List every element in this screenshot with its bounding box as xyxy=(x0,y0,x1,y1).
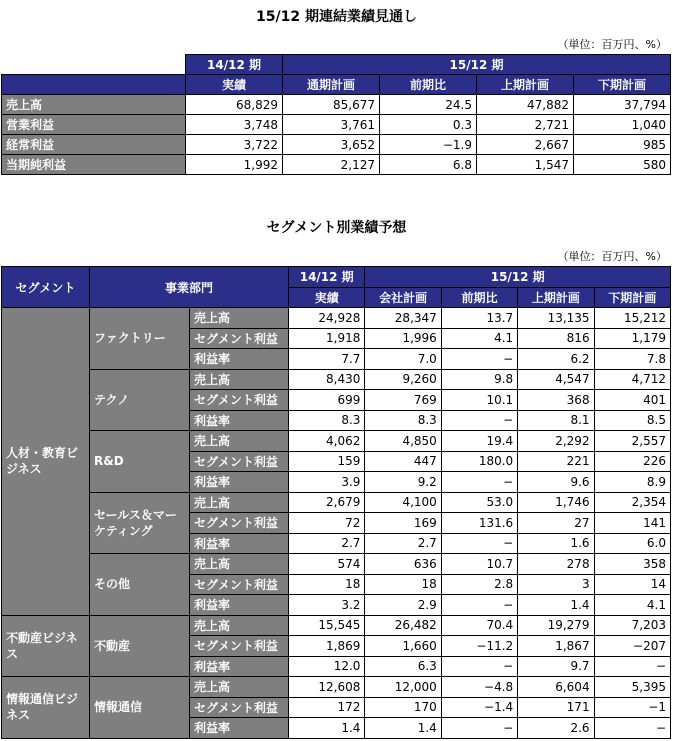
value-cell: 1,996 xyxy=(365,328,441,349)
value-cell: 368 xyxy=(518,390,594,411)
metric-label: 売上高 xyxy=(190,492,289,513)
value-cell: 9.2 xyxy=(365,472,441,493)
value-cell: −4.8 xyxy=(441,677,517,698)
value-cell: 1.4 xyxy=(289,718,365,739)
value-cell: 2,127 xyxy=(283,155,380,175)
value-cell: 4.1 xyxy=(594,595,670,616)
value-cell: 159 xyxy=(289,451,365,472)
value-cell: − xyxy=(594,718,670,739)
metric-label: 売上高 xyxy=(190,369,289,390)
value-cell: 180.0 xyxy=(441,451,517,472)
value-cell: 636 xyxy=(365,554,441,575)
value-cell: 5,395 xyxy=(594,677,670,698)
metric-label: 利益率 xyxy=(190,595,289,616)
table-row xyxy=(2,554,671,575)
value-cell: 816 xyxy=(518,328,594,349)
division-name: 不動産 xyxy=(90,615,190,677)
value-cell: −11.2 xyxy=(441,636,517,657)
value-cell: 47,882 xyxy=(477,95,574,115)
metric-label: セグメント利益 xyxy=(190,390,289,411)
metric-label: セグメント利益 xyxy=(190,451,289,472)
division-header: 事業部門 xyxy=(90,267,289,308)
value-cell: 2,679 xyxy=(289,492,365,513)
value-cell: 7,203 xyxy=(594,615,670,636)
value-cell: 7.7 xyxy=(289,349,365,370)
value-cell: 6.0 xyxy=(594,533,670,554)
row-label: 当期純利益 xyxy=(2,155,186,175)
value-cell: 3,722 xyxy=(186,135,283,155)
value-cell: −207 xyxy=(594,636,670,657)
value-cell: 4,850 xyxy=(365,431,441,452)
row-label: 営業利益 xyxy=(2,115,186,135)
metric-label: 利益率 xyxy=(190,718,289,739)
value-cell: − xyxy=(441,595,517,616)
table-row xyxy=(2,677,671,698)
metric-label: 売上高 xyxy=(190,431,289,452)
value-cell: 8,430 xyxy=(289,369,365,390)
division-name: ファクトリー xyxy=(90,308,190,370)
value-cell: 68,829 xyxy=(186,95,283,115)
group-header-curr: 15/12 期 xyxy=(365,267,671,288)
column-header: 前期比 xyxy=(441,287,517,308)
value-cell: 9.8 xyxy=(441,369,517,390)
value-cell: 19.4 xyxy=(441,431,517,452)
division-name: 情報通信 xyxy=(90,677,190,739)
value-cell: 13.7 xyxy=(441,308,517,329)
value-cell: 4,547 xyxy=(518,369,594,390)
value-cell: 699 xyxy=(289,390,365,411)
value-cell: 226 xyxy=(594,451,670,472)
value-cell: 580 xyxy=(574,155,671,175)
metric-label: 売上高 xyxy=(190,554,289,575)
value-cell: 4,062 xyxy=(289,431,365,452)
value-cell: 358 xyxy=(594,554,670,575)
value-cell: 221 xyxy=(518,451,594,472)
value-cell: 3,652 xyxy=(283,135,380,155)
value-cell: 6.8 xyxy=(380,155,477,175)
value-cell: 8.5 xyxy=(594,410,670,431)
division-name: テクノ xyxy=(90,369,190,431)
unit-note-1: （単位：百万円、%） xyxy=(557,38,667,51)
value-cell: 9,260 xyxy=(365,369,441,390)
metric-label: セグメント利益 xyxy=(190,574,289,595)
value-cell: 1.4 xyxy=(365,718,441,739)
value-cell: 1,547 xyxy=(477,155,574,175)
value-cell: 15,545 xyxy=(289,615,365,636)
value-cell: 24,928 xyxy=(289,308,365,329)
value-cell: 1,040 xyxy=(574,115,671,135)
value-cell: 9.6 xyxy=(518,472,594,493)
group-header-prev: 14/12 期 xyxy=(186,55,283,75)
value-cell: 13,135 xyxy=(518,308,594,329)
value-cell: 169 xyxy=(365,513,441,534)
column-header: 下期計画 xyxy=(594,287,670,308)
value-cell: 12,000 xyxy=(365,677,441,698)
table-row xyxy=(2,95,671,115)
metric-label: セグメント利益 xyxy=(190,513,289,534)
group-header-curr: 15/12 期 xyxy=(283,55,671,75)
value-cell: 85,677 xyxy=(283,95,380,115)
group-header-prev: 14/12 期 xyxy=(289,267,365,288)
value-cell: 1.4 xyxy=(518,595,594,616)
value-cell: 574 xyxy=(289,554,365,575)
segment-forecast-title: セグメント別業績予想 xyxy=(266,220,407,236)
table-row xyxy=(2,115,671,135)
column-header: 上期計画 xyxy=(477,75,574,95)
value-cell: −1.4 xyxy=(441,697,517,718)
value-cell: 7.0 xyxy=(365,349,441,370)
table-row xyxy=(2,155,671,175)
value-cell: 2.9 xyxy=(365,595,441,616)
value-cell: 1,918 xyxy=(289,328,365,349)
value-cell: 2.7 xyxy=(289,533,365,554)
value-cell: − xyxy=(441,472,517,493)
value-cell: 769 xyxy=(365,390,441,411)
unit-note-2: （単位：百万円、%） xyxy=(557,250,667,263)
value-cell: 14 xyxy=(594,574,670,595)
value-cell: 26,482 xyxy=(365,615,441,636)
value-cell: − xyxy=(441,656,517,677)
value-cell: 8.3 xyxy=(365,410,441,431)
value-cell: 4.1 xyxy=(441,328,517,349)
value-cell: − xyxy=(594,656,670,677)
value-cell: 10.7 xyxy=(441,554,517,575)
value-cell: 15,212 xyxy=(594,308,670,329)
value-cell: 10.1 xyxy=(441,390,517,411)
value-cell: 278 xyxy=(518,554,594,575)
value-cell: 8.3 xyxy=(289,410,365,431)
column-header: 下期計画 xyxy=(574,75,671,95)
value-cell: 2.7 xyxy=(365,533,441,554)
value-cell: 18 xyxy=(289,574,365,595)
value-cell: 3,748 xyxy=(186,115,283,135)
value-cell: 2.6 xyxy=(518,718,594,739)
column-header: 会社計画 xyxy=(365,287,441,308)
value-cell: − xyxy=(441,533,517,554)
value-cell: 1,660 xyxy=(365,636,441,657)
metric-label: 利益率 xyxy=(190,410,289,431)
value-cell: 12.0 xyxy=(289,656,365,677)
consolidated-forecast-title: 15/12 期連結業績見通し xyxy=(256,9,417,25)
value-cell: 141 xyxy=(594,513,670,534)
value-cell: 70.4 xyxy=(441,615,517,636)
value-cell: 28,347 xyxy=(365,308,441,329)
value-cell: 24.5 xyxy=(380,95,477,115)
value-cell: 0.3 xyxy=(380,115,477,135)
value-cell: 1,179 xyxy=(594,328,670,349)
value-cell: −1.9 xyxy=(380,135,477,155)
value-cell: 1,992 xyxy=(186,155,283,175)
division-name: セールス＆マーケティング xyxy=(90,492,190,554)
table-row xyxy=(2,308,671,329)
value-cell: 3 xyxy=(518,574,594,595)
value-cell: 9.7 xyxy=(518,656,594,677)
value-cell: 3.9 xyxy=(289,472,365,493)
value-cell: 401 xyxy=(594,390,670,411)
value-cell: 2,557 xyxy=(594,431,670,452)
value-cell: −1 xyxy=(594,697,670,718)
value-cell: 8.1 xyxy=(518,410,594,431)
column-header: 前期比 xyxy=(380,75,477,95)
table-row xyxy=(2,369,671,390)
value-cell: 2,292 xyxy=(518,431,594,452)
metric-label: セグメント利益 xyxy=(190,636,289,657)
segment-header: セグメント xyxy=(2,267,90,308)
value-cell: 2,354 xyxy=(594,492,670,513)
metric-label: 利益率 xyxy=(190,472,289,493)
value-cell: 985 xyxy=(574,135,671,155)
value-cell: 2.8 xyxy=(441,574,517,595)
value-cell: 170 xyxy=(365,697,441,718)
metric-label: セグメント利益 xyxy=(190,328,289,349)
segment-name: 情報通信ビジネス xyxy=(2,677,90,739)
metric-label: 売上高 xyxy=(190,308,289,329)
metric-label: セグメント利益 xyxy=(190,697,289,718)
value-cell: 72 xyxy=(289,513,365,534)
value-cell: 27 xyxy=(518,513,594,534)
value-cell: 2,721 xyxy=(477,115,574,135)
value-cell: 1.6 xyxy=(518,533,594,554)
metric-label: 利益率 xyxy=(190,656,289,677)
column-header: 実績 xyxy=(186,75,283,95)
row-label: 経常利益 xyxy=(2,135,186,155)
value-cell: − xyxy=(441,718,517,739)
column-header: 実績 xyxy=(289,287,365,308)
value-cell: 4,712 xyxy=(594,369,670,390)
value-cell: 19,279 xyxy=(518,615,594,636)
column-header: 通期計画 xyxy=(283,75,380,95)
segment-name: 不動産ビジネス xyxy=(2,615,90,677)
value-cell: 12,608 xyxy=(289,677,365,698)
blank-cell xyxy=(2,55,186,75)
value-cell: 6.2 xyxy=(518,349,594,370)
table-row xyxy=(2,615,671,636)
header-corner xyxy=(2,75,186,95)
value-cell: 8.9 xyxy=(594,472,670,493)
value-cell: 6.3 xyxy=(365,656,441,677)
value-cell: 6,604 xyxy=(518,677,594,698)
metric-label: 売上高 xyxy=(190,615,289,636)
value-cell: − xyxy=(441,349,517,370)
value-cell: 1,746 xyxy=(518,492,594,513)
value-cell: 1,867 xyxy=(518,636,594,657)
metric-label: 売上高 xyxy=(190,677,289,698)
value-cell: − xyxy=(441,410,517,431)
value-cell: 4,100 xyxy=(365,492,441,513)
metric-label: 利益率 xyxy=(190,349,289,370)
metric-label: 利益率 xyxy=(190,533,289,554)
segment-name: 人材・教育ビジネス xyxy=(2,308,90,616)
value-cell: 447 xyxy=(365,451,441,472)
row-label: 売上高 xyxy=(2,95,186,115)
value-cell: 172 xyxy=(289,697,365,718)
value-cell: 131.6 xyxy=(441,513,517,534)
table-row xyxy=(2,135,671,155)
table-row xyxy=(2,431,671,452)
column-header: 上期計画 xyxy=(518,287,594,308)
value-cell: 171 xyxy=(518,697,594,718)
consolidated-forecast-table xyxy=(1,54,671,175)
division-name: その他 xyxy=(90,554,190,616)
table-row xyxy=(2,492,671,513)
value-cell: 37,794 xyxy=(574,95,671,115)
value-cell: 3,761 xyxy=(283,115,380,135)
value-cell: 1,869 xyxy=(289,636,365,657)
value-cell: 53.0 xyxy=(441,492,517,513)
value-cell: 3.2 xyxy=(289,595,365,616)
value-cell: 7.8 xyxy=(594,349,670,370)
value-cell: 18 xyxy=(365,574,441,595)
division-name: R&D xyxy=(90,431,190,493)
segment-forecast-table xyxy=(1,266,671,739)
value-cell: 2,667 xyxy=(477,135,574,155)
